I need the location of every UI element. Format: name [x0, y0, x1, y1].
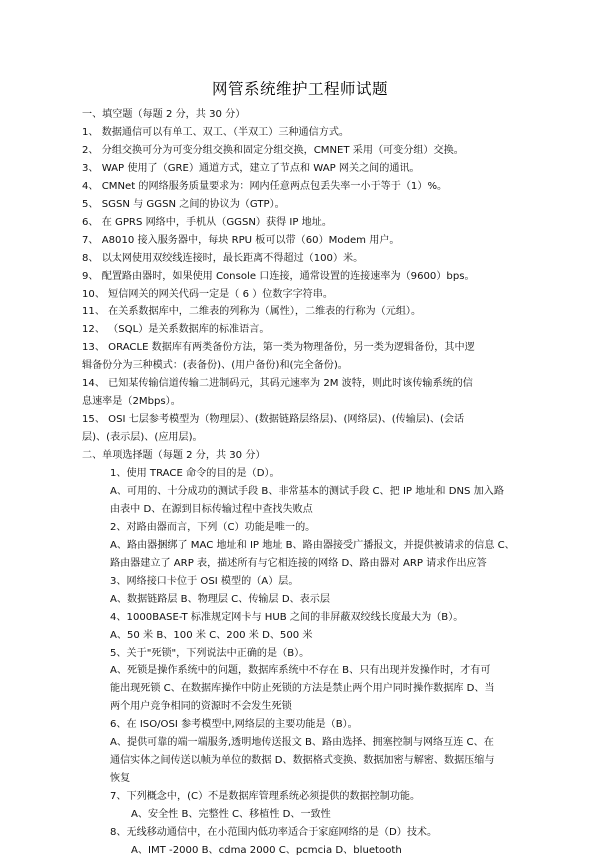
exam-line: A、数据链路层 B、物理层 C、传输层 D、表示层	[110, 593, 330, 605]
exam-line: 2、对路由器而言，下列（C）功能是唯一的。	[110, 521, 316, 533]
exam-line: 8、 以太网使用双绞线连接时，最长距离不得超过（100）米。	[82, 252, 364, 264]
exam-line: 10、 短信网关的网关代码一定是（ 6 ）位数字字符串。	[82, 288, 333, 300]
exam-line: 9、 配置路由器时，如果使用 Console 口连接，通常设置的连接速率为（9600）bps。	[82, 270, 475, 282]
exam-line: 由表中 D、在源到目标传输过程中查找失败点	[110, 503, 313, 515]
exam-line: 能出现死锁 C、在数据库操作中防止死锁的方法是禁止两个用户同时操作数据库 D、当	[110, 683, 495, 695]
exam-line: 15、 OSI 七层参考模型为（物理层）、(数据链路层络层)、(网络层)、(传输层)、(会话	[82, 414, 465, 426]
exam-line: 5、 SGSN 与 GGSN 之间的协议为（GTP）。	[82, 198, 285, 210]
exam-line: 14、 已知某传输信道传输二进制码元，其码元速率为 2M 波特，则此时该传输系统的信	[82, 378, 473, 390]
exam-line: 1、使用 TRACE 命令的目的是（D）。	[110, 468, 280, 479]
exam-line: 12、 （SQL）是关系数据库的标准语言。	[82, 324, 270, 336]
exam-line: 11、 在关系数据库中，二维表的列称为（属性），二维表的行称为（元组）。	[82, 306, 422, 318]
exam-line: 3、 WAP 使用了（GRE）通道方式，建立了节点和 WAP 网关之间的通讯。	[82, 162, 420, 174]
exam-line: A、路由器捆绑了 MAC 地址和 IP 地址 B、路由器接受广播报文，并提供被请求的信息 C、	[110, 539, 515, 551]
exam-line: 辑备份分为三种模式：(表备份)、(用户备份)和(完全备份)。	[82, 360, 348, 372]
exam-line: 7、 A8010 接入服务器中，每块 RPU 板可以带（60）Modem 用户。	[82, 234, 400, 246]
exam-line: 4、1000BASE-T 标准规定网卡与 HUB 之间的非屏蔽双绞线长度最大为（B）。	[110, 611, 464, 623]
exam-line: 6、在 ISO/OSI 参考模型中,网络层的主要功能是（B）。	[110, 719, 358, 731]
exam-line: 2、 分组交换可分为可变分组交换和固定分组交换，CMNET 采用（可变分组）交换。	[82, 144, 464, 156]
exam-line: A、50 米 B、100 米 C、200 米 D、500 米	[110, 629, 313, 641]
exam-line: A、死锁是操作系统中的问题，数据库系统中不存在 B、只有出现并发操作时，才有可	[110, 665, 491, 677]
exam-line: 4、 CMNet 的网络服务质量要求为：网内任意两点包丢失率一小于等于（1）%。	[82, 180, 448, 192]
exam-line: A、可用的、十分成功的测试手段 B、非常基本的测试手段 C、把 IP 地址和 DNS 加入路	[110, 485, 504, 497]
exam-line: 层)、(表示层)、(应用层)。	[82, 432, 203, 444]
exam-line: 两个用户竞争相同的资源时不会发生死锁	[110, 701, 292, 713]
exam-line: 1、 数据通信可以有单工、双工、（半双工）三种通信方式。	[82, 126, 350, 138]
exam-line: 路由器建立了 ARP 表，描述所有与它相连接的网络 D、路由器对 ARP 请求作出应答	[110, 557, 487, 569]
exam-line: 恢复	[110, 773, 131, 785]
exam-line: 5、关于"死锁"，下列说法中正确的是（B）。	[110, 647, 310, 659]
exam-line: 8、无线移动通信中，在小范围内低功率适合于家庭网络的是（D）技术。	[110, 827, 438, 838]
exam-line: 二、单项选择题（每题 2 分，共 30 分）	[82, 450, 266, 462]
exam-line: 6、 在 GPRS 网络中，手机从（GGSN）获得 IP 地址。	[82, 216, 332, 228]
exam-line: 13、 ORACLE 数据库有两类备份方法，第一类为物理备份，另一类为逻辑备份，其中逻	[82, 342, 475, 354]
exam-line: A、提供可靠的端一端服务,透明地传送报文 B、路由选择、拥塞控制与网络互连 C、在	[110, 737, 494, 749]
exam-line: 通信实体之间传送以帧为单位的数据 D、数据格式变换、数据加密与解密、数据压缩与	[110, 755, 495, 767]
exam-line: 3、网络接口卡位于 OSI 模型的（A）层。	[110, 575, 299, 587]
exam-line: A、安全性 B、完整性 C、移植性 D、一致性	[131, 809, 331, 821]
exam-line: 息速率是（2Mbps）。	[82, 396, 181, 408]
page-title: 网管系统维护工程师试题	[211, 80, 388, 98]
exam-line: 一、填空题（每题 2 分，共 30 分）	[82, 109, 246, 120]
exam-line: A、IMT -2000 B、cdma 2000 C、pcmcia D、bluetooth	[131, 844, 402, 856]
exam-line: 7、下列概念中，(C）不是数据库管理系统必须提供的数据控制功能。	[110, 791, 421, 803]
